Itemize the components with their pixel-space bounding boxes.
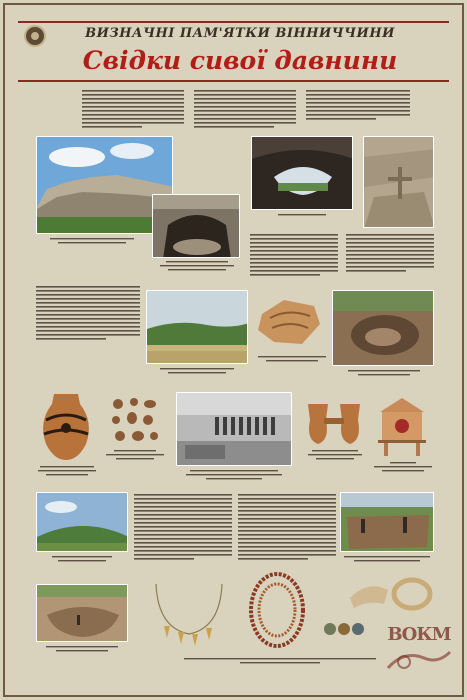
header-rule [18,80,449,82]
cave-entrance-photo [152,194,240,258]
bead-necklace-image [246,568,308,652]
excavation-photo [332,290,434,366]
figurines-caption [100,448,170,462]
top-rule [18,21,449,23]
figurines-image [108,396,162,446]
intro-text-lines [82,88,412,132]
cliffs-caption [36,236,148,246]
trench-excavation-caption [340,554,434,564]
pendant-necklace-image [148,578,230,650]
binocular-vessel-caption [302,448,368,462]
bronze-age-text-block [134,492,338,564]
museum-logo [384,614,454,676]
rock-carving-photo [363,136,434,228]
settlement-caption [148,366,246,376]
painted-vessel-caption [34,464,100,478]
beads-image [322,620,366,638]
bronze-bracelets-image [348,574,434,612]
trench-excavation-photo [340,492,434,552]
dig-site-photo [36,584,128,642]
middle-text-block [250,232,436,282]
excavation-caption [340,368,428,378]
tripolye-text-block [36,284,142,344]
house-model-image [372,392,432,458]
poster-title: Свідки сивої давнини [82,46,398,75]
museum-logo-text: ВОКМ [387,624,451,645]
excavation-group-caption [180,468,288,482]
grotto-caption [262,212,342,218]
binocular-vessel-image [304,400,364,446]
dig-site-caption [40,644,124,654]
intro-text-block [82,88,412,132]
painted-vessel-image [36,390,96,462]
excavation-group-photo [176,392,292,466]
settlement-landscape-photo [146,290,248,364]
cave-caption [156,260,238,274]
pottery-fragment-image [254,294,324,352]
poster-subtitle: ВИЗНАЧНІ ПАМ'ЯТКИ ВІННИЧЧИНИ [85,26,395,41]
jewelry-caption [180,656,380,666]
grotto-photo [251,136,353,210]
house-model-caption [368,460,438,474]
museum-seal-icon [24,25,46,47]
burial-mound-caption [42,554,122,564]
burial-mound-photo [36,492,128,552]
pottery-fragment-caption [252,354,332,364]
